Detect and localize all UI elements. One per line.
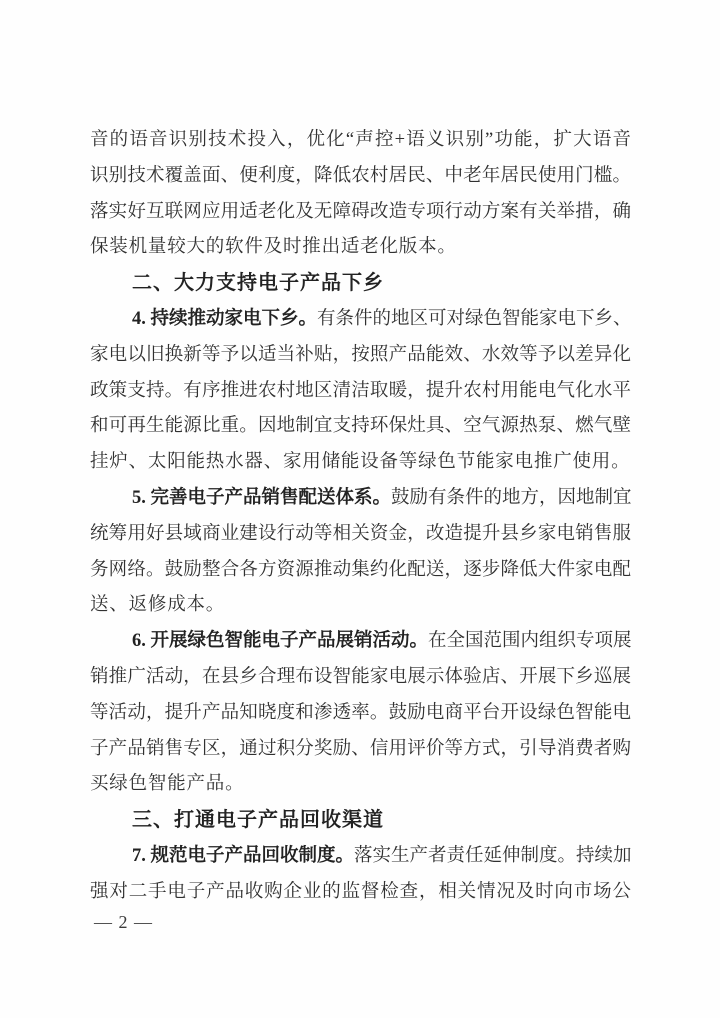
item-5-line-3 [90,553,631,589]
item-4-line-1-run-1: 4. 持续推动家电下乡。 [132,308,318,329]
item-4-line-4 [90,409,631,445]
document-body [90,123,631,911]
item-5-line-3-run-1: 务网络。鼓励整合各方资源推动集约化配送，逐步降低大件家电配 [90,559,631,580]
item-6-line-2 [90,660,631,696]
para-1-line-4 [90,230,631,266]
item-5-line-2 [90,517,631,553]
section-heading-2 [90,266,631,302]
item-7-line-1 [90,839,631,875]
item-4-line-2-run-1: 家电以旧换新等予以适当补贴，按照产品能效、水效等予以差异化 [90,344,631,365]
para-1-line-1 [90,123,631,159]
item-6-line-5 [90,767,631,803]
item-4-line-5 [90,445,631,481]
para-1-line-2 [90,159,631,195]
item-6-line-2-run-1: 销推广活动，在县乡合理布设智能家电展示体验店、开展下乡巡展 [90,666,631,687]
para-1-line-1-run-1: 音的语音识别技术投入，优化“声控+语义识别”功能，扩大语音 [90,130,631,150]
item-6-line-1 [90,624,631,660]
item-6-line-4-run-1: 子产品销售专区，通过积分奖励、信用评价等方式，引导消费者购 [90,738,631,759]
para-1-line-3-run-1: 落实好互联网应用适老化及无障碍改造专项行动方案有关举措，确 [90,201,631,222]
item-5-line-4-run-1: 送、返修成本。 [90,595,226,616]
item-7-line-2-run-1: 强对二手电子产品收购企业的监督检查，相关情况及时向市场公 [90,881,631,902]
item-6-line-1-run-2: 在全国范围内组织专项展 [428,631,632,652]
item-7-line-2 [90,875,631,911]
item-4-line-3 [90,374,631,410]
section-heading-3-run-1: 三、打通电子产品回收渠道 [132,809,384,832]
item-4-line-5-run-1: 挂炉、太阳能热水器、家用储能设备等绿色节能家电推广使用。 [90,452,631,473]
para-1-line-2-run-1: 识别技术覆盖面、便利度，降低农村居民、中老年居民使用门槛。 [90,165,631,186]
item-5-line-1-run-2: 鼓励有条件的地方，因地制宜 [391,487,632,508]
item-6-line-3-run-1: 等活动，提升产品知晓度和渗透率。鼓励电商平台开设绿色智能电 [90,702,631,723]
item-6-line-5-run-1: 买绿色智能产品。 [90,774,245,795]
item-5-line-1 [90,481,631,517]
para-1-line-4-run-1: 保装机量较大的软件及时推出适老化版本。 [90,237,457,258]
item-5-line-2-run-1: 统筹用好县域商业建设行动等相关资金，改造提升县乡家电销售服 [90,523,631,544]
item-6-line-3 [90,696,631,732]
item-6-line-1-run-1: 6. 开展绿色智能电子产品展销活动。 [132,631,429,652]
item-5-line-4 [90,588,631,624]
section-heading-2-run-1: 二、大力支持电子产品下乡 [132,272,384,295]
item-4-line-4-run-1: 和可再生能源比重。因地制宜支持环保灶具、空气源热泵、燃气壁 [90,416,631,437]
para-1-line-3 [90,195,631,231]
item-4-line-1-run-2: 有条件的地区可对绿色智能家电下乡、 [317,308,632,329]
item-4-line-2 [90,338,631,374]
section-heading-3 [90,803,631,839]
page-number: — 2 — [94,912,153,932]
item-4-line-1 [90,302,631,338]
item-7-line-1-run-1: 7. 规范电子产品回收制度。 [132,845,355,866]
item-6-line-4 [90,732,631,768]
item-4-line-3-run-1: 政策支持。有序推进农村地区清洁取暖，提升农村用能电气化水平 [90,380,631,401]
item-7-line-1-run-2: 落实生产者责任延伸制度。持续加 [354,845,632,866]
item-5-line-1-run-1: 5. 完善电子产品销售配送体系。 [132,487,392,508]
